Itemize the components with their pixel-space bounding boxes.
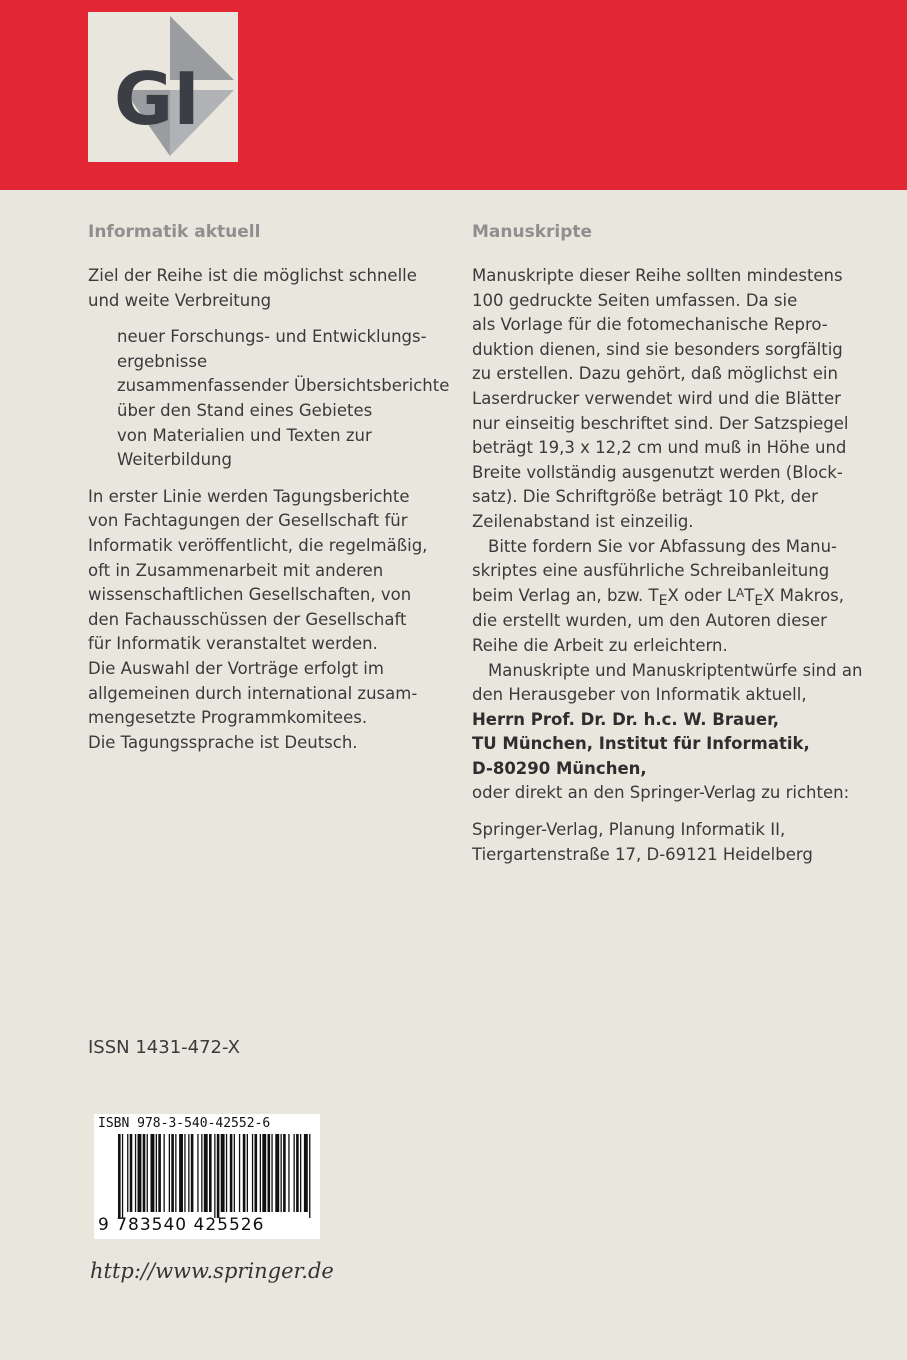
svg-text:GI: GI bbox=[114, 57, 200, 141]
text-line: 100 gedruckte Seiten umfassen. Da sie bbox=[472, 290, 798, 310]
issn-number: ISSN 1431-472-X bbox=[88, 1037, 240, 1058]
latex-logo: $L^AT_EX$ bbox=[726, 585, 775, 609]
text-line: wissenschaftlichen Gesellschaften, von bbox=[88, 585, 412, 605]
section-heading-informatik: Informatik aktuell bbox=[88, 222, 261, 242]
list-line: Weiterbildung bbox=[117, 450, 232, 470]
list-line: von Materialien und Texten zur bbox=[117, 425, 372, 445]
tex-logo: $T_EX$ bbox=[648, 585, 679, 609]
text-line: Die Tagungssprache ist Deutsch. bbox=[88, 732, 358, 752]
text-line: den Herausgeber von Informatik aktuell, bbox=[472, 685, 807, 705]
editor-address-line: Herrn Prof. Dr. Dr. h.c. W. Brauer, bbox=[472, 709, 780, 729]
text-line: und weite Verbreitung bbox=[88, 290, 272, 310]
text-line: Manuskripte dieser Reihe sollten mindestens bbox=[472, 266, 843, 285]
text-line: allgemeinen durch international zusam- bbox=[88, 683, 418, 703]
text-line: Reihe die Arbeit zu erleichtern. bbox=[472, 635, 728, 655]
list-line: zusammenfassender Übersichtsberichte bbox=[117, 376, 450, 396]
barcode-bars bbox=[118, 1134, 314, 1218]
text-line: oder direkt an den Springer-Verlag zu richten: bbox=[472, 783, 850, 803]
tex-latex-line bbox=[472, 584, 862, 610]
text-line: Zeilenabstand ist einzeilig. bbox=[472, 511, 694, 531]
isbn-barcode bbox=[94, 1114, 320, 1239]
list-line: ergebnisse bbox=[117, 351, 208, 371]
editor-address-line: TU München, Institut für Informatik, bbox=[472, 734, 810, 754]
text-line: zu erstellen. Dazu gehört, daß möglichst ein bbox=[472, 364, 838, 384]
text-line: skriptes eine ausführliche Schreibanleitung bbox=[472, 561, 830, 581]
text-line: Manuskripte und Manuskriptentwürfe sind an bbox=[488, 660, 863, 680]
text-line: Die Auswahl der Vorträge erfolgt im bbox=[88, 658, 384, 678]
text-line: In erster Linie werden Tagungsberichte bbox=[88, 486, 410, 506]
text-line: duktion dienen, sind sie besonders sorgfältig bbox=[472, 339, 843, 359]
website-url: http://www.springer.de bbox=[90, 1259, 334, 1283]
text-line: Informatik veröffentlicht, die regelmäßig, bbox=[88, 535, 428, 555]
submission-paragraph bbox=[472, 659, 862, 807]
informatik-aktuell-column bbox=[88, 220, 450, 767]
text-line: satz). Die Schriftgröße beträgt 10 Pkt, der bbox=[472, 487, 818, 507]
address-line: Tiergartenstraße 17, D-69121 Heidelberg bbox=[472, 844, 813, 864]
intro-paragraph bbox=[88, 264, 438, 313]
manuscript-requirements-paragraph bbox=[472, 264, 862, 535]
section-heading-manuskripte: Manuskripte bbox=[472, 222, 593, 242]
text-line: nur einseitig beschriftet sind. Der Satzspiegel bbox=[472, 413, 849, 433]
gi-logo bbox=[88, 12, 238, 162]
text-segment: oder bbox=[678, 585, 727, 605]
text-line: beträgt 19,3 x 12,2 cm und muß in Höhe und bbox=[472, 438, 847, 458]
text-line: von Fachtagungen der Gesellschaft für bbox=[88, 511, 408, 531]
text-line: als Vorlage für die fotomechanische Repro- bbox=[472, 315, 828, 335]
text-segment: beim Verlag an, bzw. bbox=[472, 585, 649, 605]
barcode-digits: 9 783540 425526 bbox=[98, 1215, 265, 1235]
text-line: für Informatik veranstaltet werden. bbox=[88, 634, 378, 654]
list-line: neuer Forschungs- und Entwicklungs- bbox=[117, 327, 427, 347]
text-segment: Makros, bbox=[774, 585, 845, 605]
list-line: über den Stand eines Gebietes bbox=[117, 400, 373, 420]
gi-logo-icon bbox=[88, 12, 238, 162]
manuskripte-column bbox=[472, 220, 862, 867]
editor-address-line: D-80290 München, bbox=[472, 758, 647, 778]
address-line: Springer-Verlag, Planung Informatik II, bbox=[472, 820, 786, 840]
text-line: mengesetzte Programmkomitees. bbox=[88, 708, 368, 728]
springer-address bbox=[472, 818, 862, 867]
text-line: Bitte fordern Sie vor Abfassung des Manu- bbox=[488, 536, 837, 556]
text-line: oft in Zusammenarbeit mit anderen bbox=[88, 560, 384, 580]
text-line: Breite vollständig ausgenutzt werden (Block- bbox=[472, 462, 843, 482]
isbn-text: ISBN 978-3-540-42552-6 bbox=[98, 1116, 271, 1131]
style-guide-paragraph bbox=[472, 535, 862, 659]
body-paragraph bbox=[88, 485, 438, 756]
text-line: Ziel der Reihe ist die möglichst schnelle bbox=[88, 266, 417, 285]
text-line: den Fachausschüssen der Gesellschaft bbox=[88, 609, 407, 629]
text-line: die erstellt wurden, um den Autoren dieser bbox=[472, 611, 827, 631]
goals-list bbox=[88, 325, 450, 473]
text-line: Laserdrucker verwendet wird und die Blätter bbox=[472, 388, 841, 408]
